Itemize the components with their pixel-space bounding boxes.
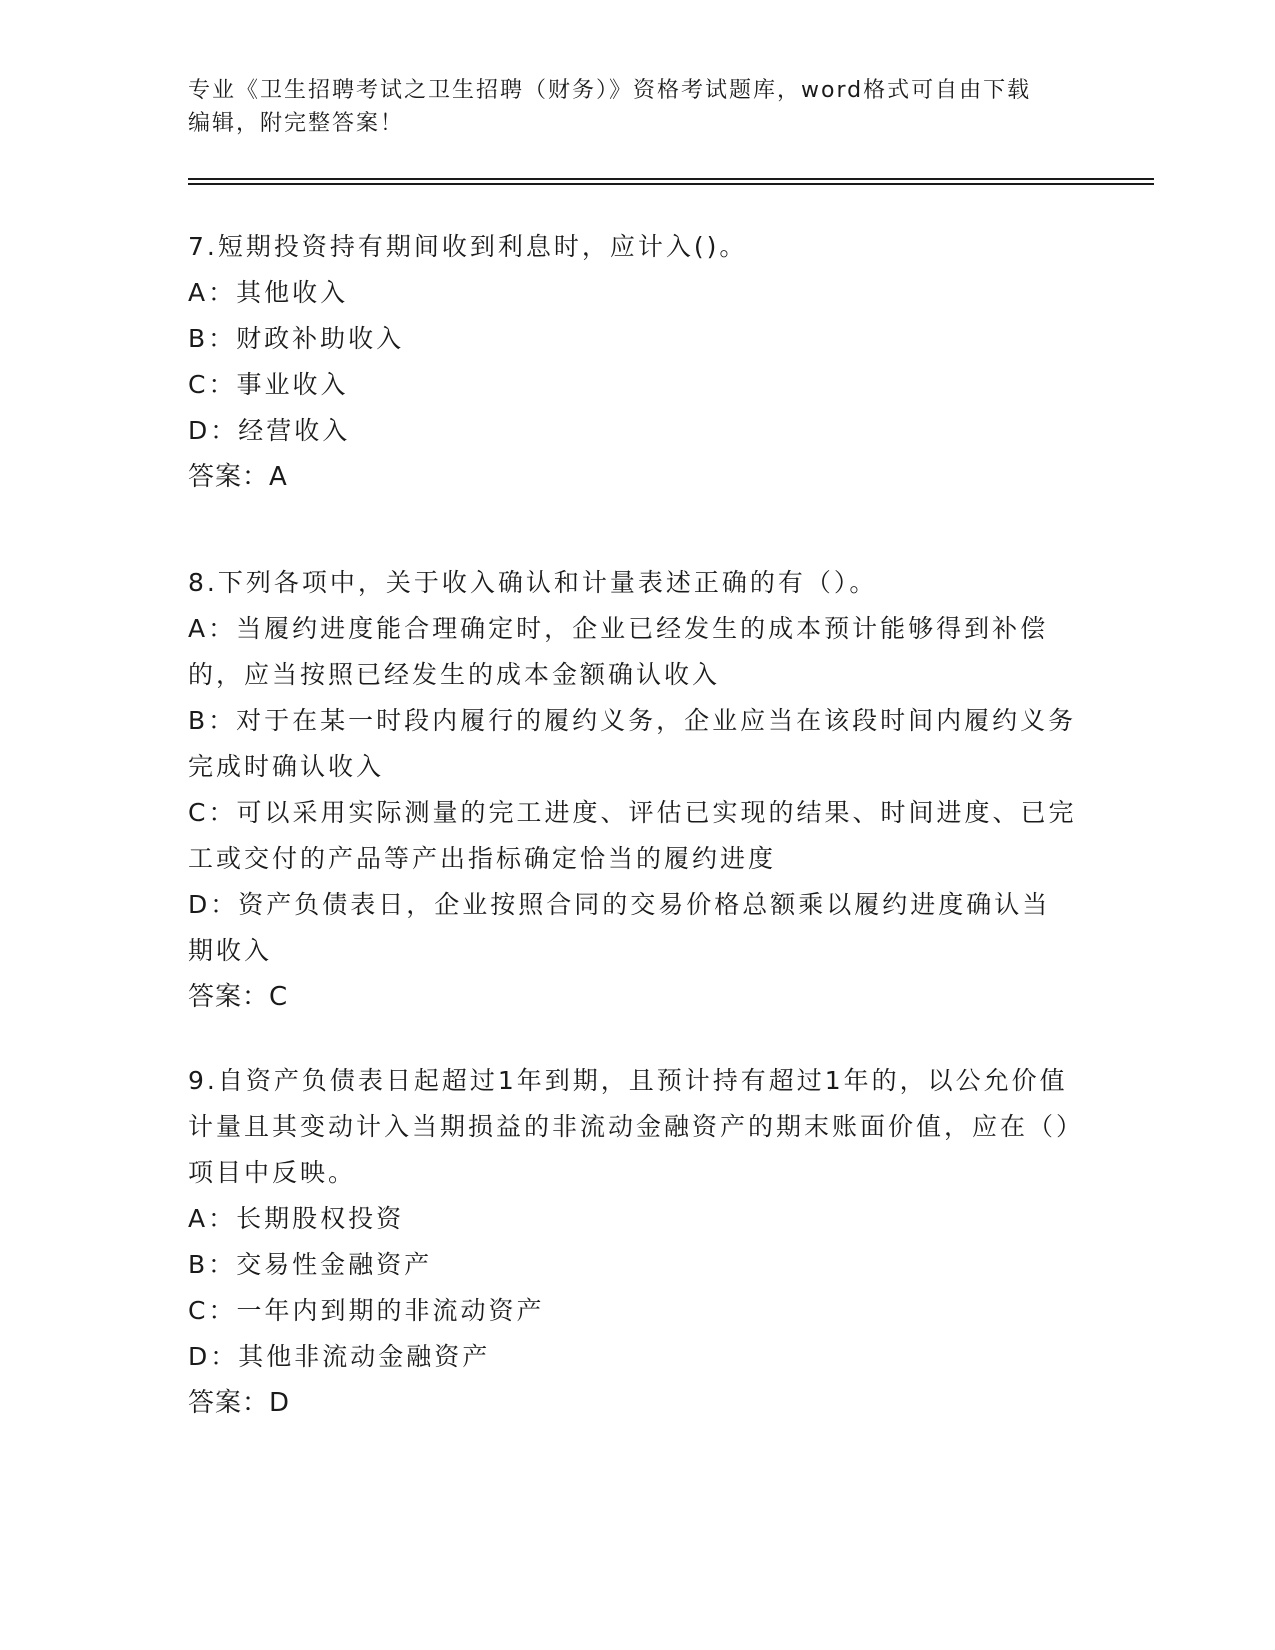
header-line-1: 专业《卫生招聘考试之卫生招聘（财务）》资格考试题库，word格式可自由下载 xyxy=(188,78,1032,103)
header-divider-top xyxy=(188,178,1154,180)
question-7 xyxy=(188,224,1078,500)
option-c: C：可以采用实际测量的完工进度、评估已实现的结果、时间进度、已完工或交付的产品等产出指标确定恰当的履约进度 xyxy=(188,798,1077,873)
answer: 答案：A xyxy=(188,462,288,492)
option-a: A：其他收入 xyxy=(188,278,349,307)
option-b: B：交易性金融资产 xyxy=(188,1250,433,1279)
answer: 答案：C xyxy=(188,982,289,1012)
option-b: B：财政补助收入 xyxy=(188,324,405,353)
option-c: C：事业收入 xyxy=(188,370,349,399)
option-d: D：其他非流动金融资产 xyxy=(188,1342,491,1371)
document-header xyxy=(188,74,1068,140)
question-stem: 8.下列各项中，关于收入确认和计量表述正确的有（）。 xyxy=(188,568,878,597)
answer: 答案：D xyxy=(188,1388,291,1418)
option-d: D：经营收入 xyxy=(188,416,351,445)
option-d: D：资产负债表日，企业按照合同的交易价格总额乘以履约进度确认当期收入 xyxy=(188,890,1051,965)
question-stem: 9.自资产负债表日起超过1年到期，且预计持有超过1年的，以公允价值计量且其变动计入当期损益的非流动金融资产的期末账面价值，应在（）项目中反映。 xyxy=(188,1066,1072,1187)
question-8 xyxy=(188,560,1078,1020)
header-line-2: 编辑，附完整答案！ xyxy=(188,111,405,136)
option-b: B：对于在某一时段内履行的履约义务，企业应当在该段时间内履约义务完成时确认收入 xyxy=(188,706,1077,781)
question-stem: 7.短期投资持有期间收到利息时，应计入()。 xyxy=(188,232,748,261)
option-c: C：一年内到期的非流动资产 xyxy=(188,1296,545,1325)
option-a: A：长期股权投资 xyxy=(188,1204,405,1233)
question-9 xyxy=(188,1058,1078,1426)
header-divider-bottom xyxy=(188,183,1154,185)
option-a: A：当履约进度能合理确定时，企业已经发生的成本预计能够得到补偿的，应当按照已经发生的成本金额确认收入 xyxy=(188,614,1049,689)
